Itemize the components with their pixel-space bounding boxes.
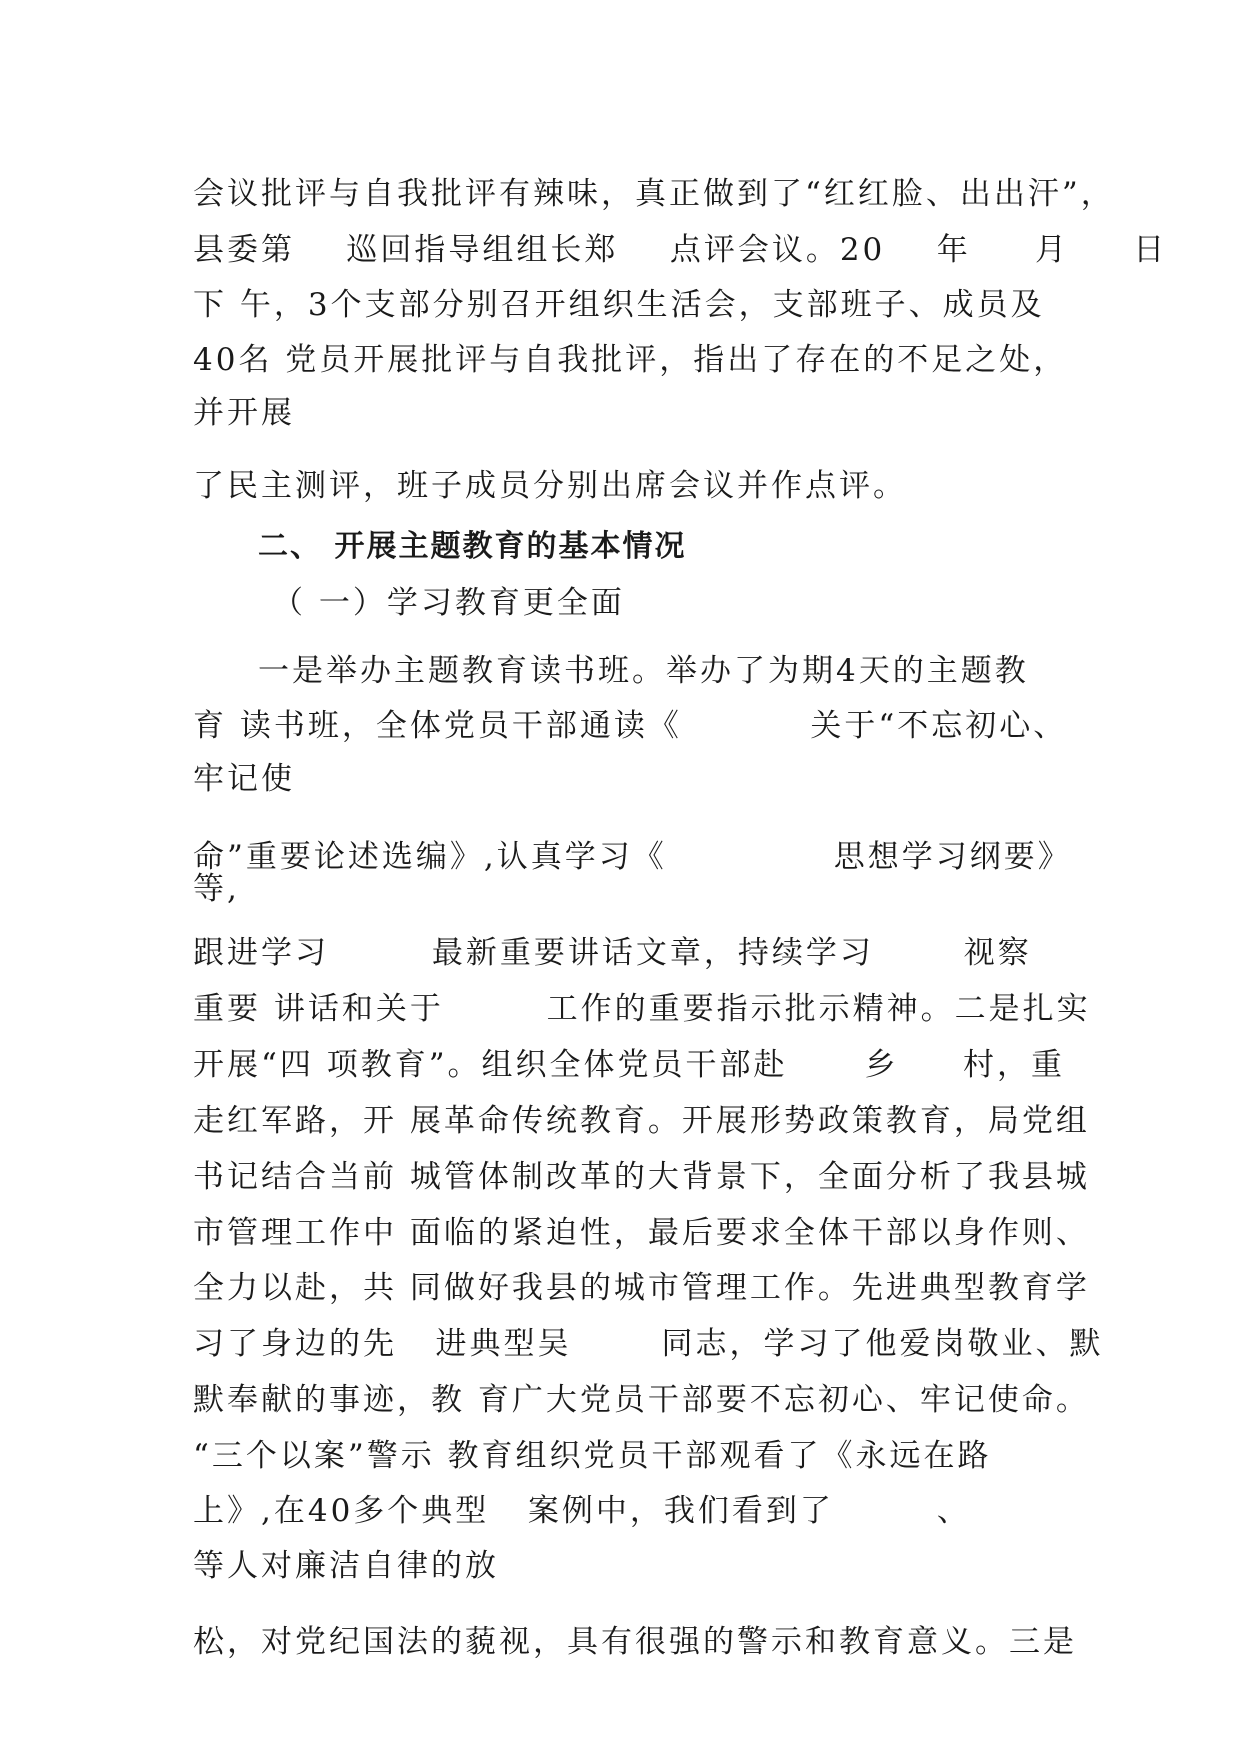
paragraph-line: 走红军路，开 展革命传统教育。开展形势政策教育，局党组: [193, 1103, 1090, 1139]
paragraph-line: 松，对党纪国法的藐视，具有很强的警示和教育意义。三是: [193, 1624, 1077, 1660]
paragraph-line: 40名 党员开展批评与自我批评，指出了存在的不足之处，: [193, 342, 1068, 378]
paragraph-line: 习了身边的先 进典型吴 同志，学习了他爱岗敬业、默: [193, 1326, 1104, 1362]
paragraph-line: 并开展: [193, 395, 295, 431]
paragraph-line: “三个以案”警示 教育组织党员干部观看了《永远在路: [193, 1438, 992, 1474]
paragraph-line: 市管理工作中 面临的紧迫性，最后要求全体干部以身作则、: [193, 1215, 1090, 1251]
paragraph-line: 书记结合当前 城管体制改革的大背景下，全面分析了我县城: [193, 1159, 1090, 1195]
paragraph-line: 牢记使: [193, 761, 295, 797]
paragraph-line: 下 午，3个支部分别召开组织生活会，支部班子、成员及: [193, 287, 1045, 323]
paragraph-line: 县委第 巡回指导组组长郑 点评会议。20 年 月 日: [193, 232, 1168, 268]
paragraph-line: 重要 讲话和关于 工作的重要指示批示精神。二是扎实: [193, 991, 1091, 1027]
paragraph-line: 一是举办主题教育读书班。举办了为期4天的主题教: [258, 653, 1029, 689]
paragraph-line: 跟进学习 最新重要讲话文章，持续学习 视察: [193, 935, 1032, 971]
paragraph-line: 全力以赴，共 同做好我县的城市管理工作。先进典型教育学: [193, 1270, 1090, 1306]
section-heading: 二、 开展主题教育的基本情况: [258, 529, 687, 564]
paragraph-line: 会议批评与自我批评有辣味，真正做到了“红红脸、出出汗”，: [193, 176, 1115, 212]
paragraph-line: 上》,在40多个典型 案例中，我们看到了 、: [193, 1493, 971, 1529]
paragraph-line: 等,: [193, 871, 240, 907]
subsection-heading: （ 一）学习教育更全面: [272, 585, 625, 621]
paragraph-line: 了民主测评，班子成员分别出席会议并作点评。: [193, 468, 907, 504]
paragraph-line: 等人对廉洁自律的放: [193, 1548, 499, 1584]
paragraph-line: 命”重要论述选编》,认真学习《 思想学习纲要》: [193, 839, 1072, 875]
paragraph-line: 开展“四 项教育”。组织全体党员干部赴 乡 村，重: [193, 1047, 1065, 1083]
paragraph-line: 育 读书班，全体党员干部通读《 关于“不忘初心、: [193, 708, 1068, 744]
paragraph-line: 默奉献的事迹，教 育广大党员干部要不忘初心、牢记使命。: [193, 1382, 1090, 1418]
